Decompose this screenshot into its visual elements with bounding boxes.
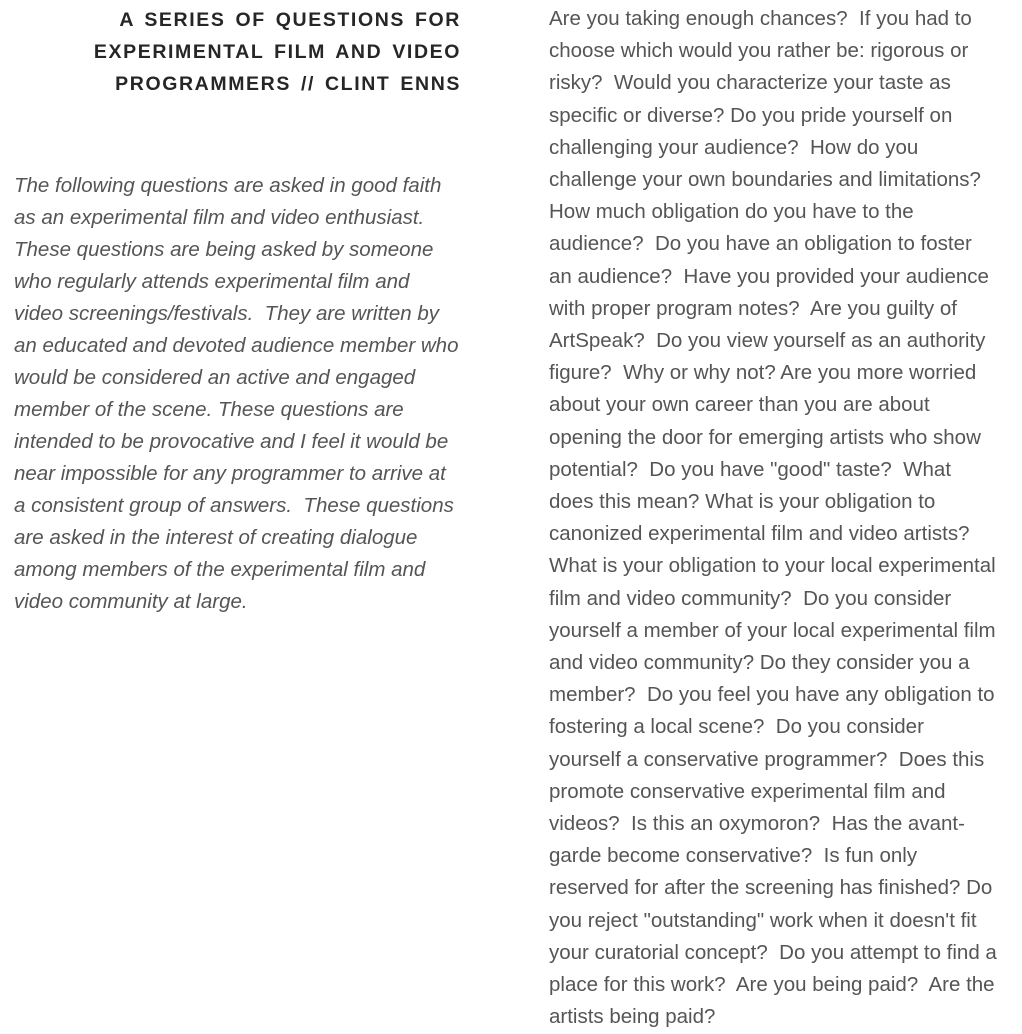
intro-paragraph: The following questions are asked in good faith as an experimental film and video enthusiast. These questions are being asked by someone who regularly attends experimental film and video screenings/festivals. They are written by an educated and devoted audience member who would be considered an active and engaged member of the scene. These questions are intended to be provocative and I feel it would be near impossible for any programmer to arrive at a consistent group of answers. These questions are asked in the interest of creating dialogue among members of the experimental film and video community at large.	[14, 174, 465, 613]
title-line-3: PROGRAMMERS // CLINT ENNS	[115, 73, 461, 95]
right-column	[549, 0, 1003, 1034]
title-line-2: EXPERIMENTAL FILM AND VIDEO	[93, 41, 461, 63]
left-column	[14, 4, 465, 618]
article-title	[14, 4, 461, 100]
questions-paragraph: Are you taking enough chances? If you had to choose which would you rather be: rigorous or risky? Would you characterize your taste as specific or diverse? Do you pride yourself on challenging your audience? How do you challenge your own boundaries and limitations? How much obligation do you have to the audience? Do you have an obligation to foster an audience? Have you provided your audience with proper program notes? Are you guilty of ArtSpeak? Do you view yourself as an authority figure? Why or why not? Are you more worried about your own career than you are about opening the door for emerging artists who show potential? Do you have "good" taste? What does this mean? What is your obligation to canonized experimental film and video artists? What is your obligation to your local experimental film and video community? Do you consider yourself a member of your local experimental film and video community? Do they consider you a member? Do you feel you have any obligation to fostering a local scene? Do you consider yourself a conservative programmer? Does this promote conservative experimental film and videos? Is this an oxymoron? Has the avant-garde become conservative? Is fun only reserved for after the screening has finished? Do you reject "outstanding" work when it doesn't fit your curatorial concept? Do you attempt to find a place for this work? Are you being paid? Are the artists being paid?	[549, 7, 1003, 1029]
title-line-1: A SERIES OF QUESTIONS FOR	[119, 9, 461, 31]
